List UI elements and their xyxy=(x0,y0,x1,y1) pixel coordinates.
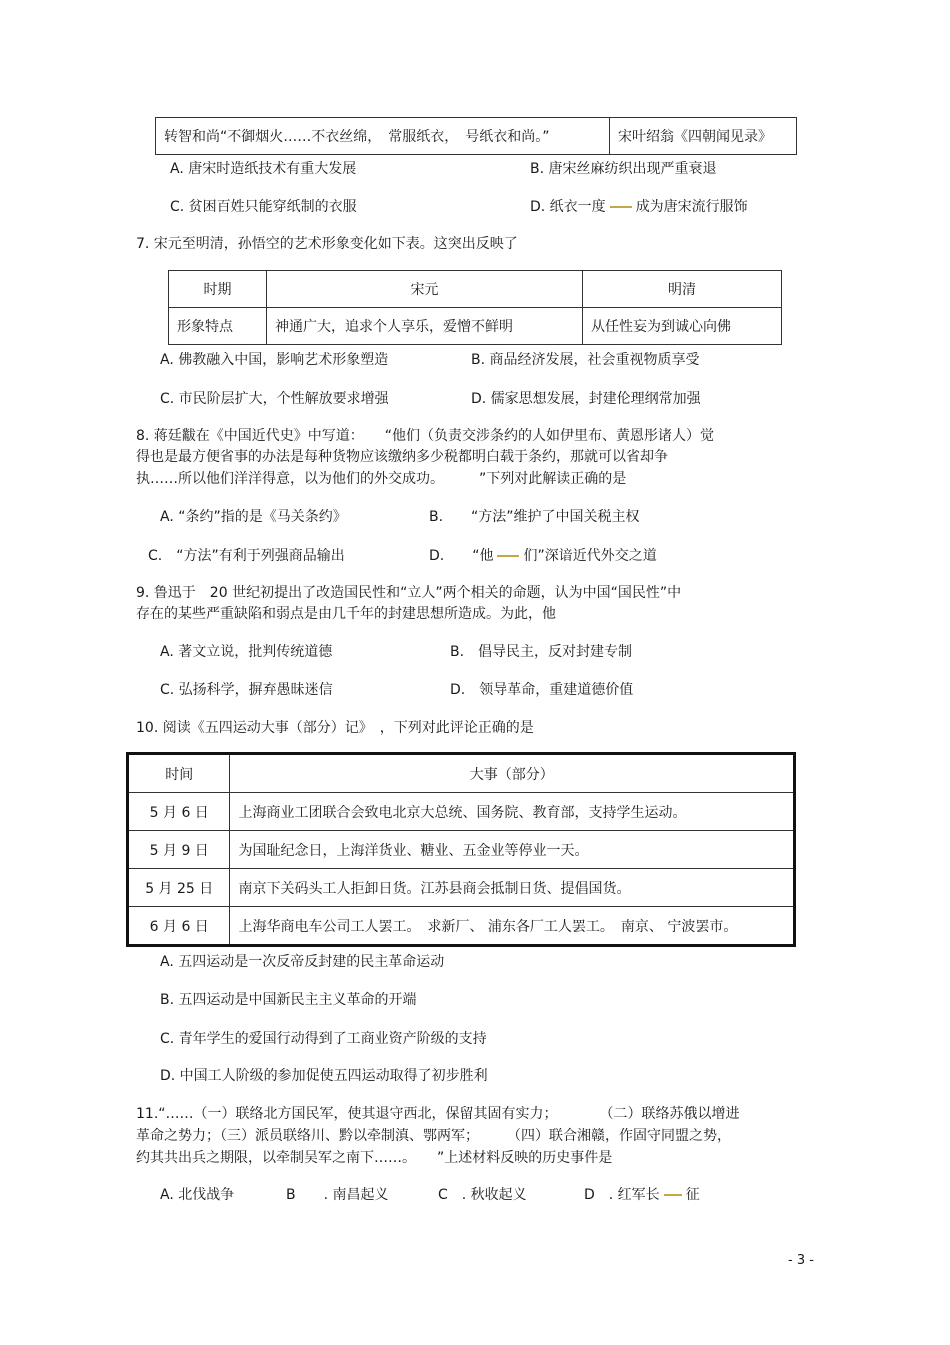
q6-source: 宋叶绍翁《四朝闻见录》 xyxy=(610,118,797,155)
table-row xyxy=(156,118,797,155)
answer-blank xyxy=(497,555,519,557)
q11-option-b[interactable]: B . 南昌起义 xyxy=(286,1187,389,1203)
q10-stem: 10. 阅读《五四运动大事（部分）记》 ，下列对此评论正确的是 xyxy=(136,720,534,736)
q10-row-date: 6 月 6 日 xyxy=(128,907,230,946)
q8-option-d-pre: D. “他 xyxy=(429,548,494,564)
table-row xyxy=(128,869,795,907)
q7-row-ming: 从任性妄为到诚心向佛 xyxy=(583,308,782,345)
q8-option-d[interactable] xyxy=(429,545,657,565)
q10-row-event: 上海商业工团联合会致电北京大总统、国务院、教育部，支持学生运动。 xyxy=(230,793,795,831)
q9-option-a[interactable]: A. 著文立说，批判传统道德 xyxy=(160,644,333,660)
q7-table xyxy=(168,270,782,345)
q11-line-1: 11.“……（一）联络北方国民军，使其退守西北，保留其固有实力； （二）联络苏俄以增进 xyxy=(136,1106,740,1122)
q10-option-a[interactable]: A. 五四运动是一次反帝反封建的民主革命运动 xyxy=(160,954,445,970)
q11-option-d-post: 征 xyxy=(685,1187,700,1203)
q10-option-b[interactable]: B. 五四运动是中国新民主主义革命的开端 xyxy=(160,992,417,1008)
q6-option-a[interactable]: A. 唐宋时造纸技术有重大发展 xyxy=(170,161,357,177)
q8-option-b[interactable]: B. “方法”维护了中国关税主权 xyxy=(429,509,640,525)
q10-row-event: 南京下关码头工人拒卸日货。江苏县商会抵制日货、提倡国货。 xyxy=(230,869,795,907)
table-row xyxy=(169,271,782,308)
q6-option-c[interactable]: C. 贫困百姓只能穿纸制的衣服 xyxy=(170,199,357,215)
q10-header-date: 时间 xyxy=(128,754,230,793)
q6-option-b[interactable]: B. 唐宋丝麻纺织出现严重衰退 xyxy=(530,161,717,177)
q6-quote: 转智和尚“不御烟火……不衣丝绵， 常服纸衣， 号纸衣和尚。” xyxy=(156,118,610,155)
q7-header-ming: 明清 xyxy=(583,271,782,308)
q8-line-2: 得也是最方便省事的办法是每种货物应该缴纳多少税都明白载于条约，那就可以省却争 xyxy=(136,449,668,465)
q11-option-d[interactable] xyxy=(584,1184,700,1204)
q8-line-3: 执……所以他们洋洋得意，以为他们的外交成功。 ”下列对此解读正确的是 xyxy=(136,471,627,487)
q11-line-2: 革命之势力；（三）派员联络川、黔以牵制滇、鄂两军； （四）联合湘赣，作固守同盟之势， xyxy=(136,1128,731,1144)
q6-option-d-pre: D. 纸衣一度 xyxy=(530,199,606,215)
q7-header-period: 时期 xyxy=(169,271,267,308)
q10-row-date: 5 月 6 日 xyxy=(128,793,230,831)
table-row xyxy=(128,831,795,869)
q9-line-2: 存在的某些严重缺陷和弱点是由几千年的封建思想所造成。为此，他 xyxy=(136,606,556,622)
q11-line-3: 约其共出兵之期限，以牵制吴军之南下……。 ”上述材料反映的历史事件是 xyxy=(136,1150,613,1166)
q11-option-c[interactable]: C . 秋收起义 xyxy=(438,1187,527,1203)
q7-row-label: 形象特点 xyxy=(169,308,267,345)
q6-material-table xyxy=(155,117,797,155)
q8-option-a[interactable]: A. “条约”指的是《马关条约》 xyxy=(160,509,347,525)
q7-option-b[interactable]: B. 商品经济发展，社会重视物质享受 xyxy=(471,352,700,368)
page-number: - 3 - xyxy=(788,1253,814,1268)
table-row xyxy=(128,793,795,831)
q10-row-event: 为国耻纪念日，上海洋货业、糖业、五金业等停业一天。 xyxy=(230,831,795,869)
q9-option-d[interactable]: D. 领导革命，重建道德价值 xyxy=(450,682,634,698)
q8-option-c[interactable]: C. “方法”有利于列强商品输出 xyxy=(148,548,345,564)
q6-option-d-post: 成为唐宋流行服饰 xyxy=(635,199,748,215)
q7-option-a[interactable]: A. 佛教融入中国，影响艺术形象塑造 xyxy=(160,352,389,368)
answer-blank xyxy=(664,1194,682,1196)
q10-option-c[interactable]: C. 青年学生的爱国行动得到了工商业资产阶级的支持 xyxy=(160,1031,487,1047)
table-row xyxy=(128,754,795,793)
q7-header-song: 宋元 xyxy=(267,271,583,308)
q7-option-c[interactable]: C. 市民阶层扩大，个性解放要求增强 xyxy=(160,391,389,407)
q8-line-1: 8. 蒋廷黻在《中国近代史》中写道： “他们（负责交涉条约的人如伊里布、黄恩彤诸人）觉 xyxy=(136,428,715,444)
q10-events-table xyxy=(126,752,796,947)
q9-line-1: 9. 鲁迅于 20 世纪初提出了改造国民性和“立人”两个相关的命题，认为中国“国民性”中 xyxy=(136,585,682,601)
table-row xyxy=(128,907,795,946)
q10-row-date: 5 月 25 日 xyxy=(128,869,230,907)
answer-blank xyxy=(610,206,632,208)
table-row xyxy=(169,308,782,345)
q10-option-d[interactable]: D. 中国工人阶级的参加促使五四运动取得了初步胜利 xyxy=(160,1068,488,1084)
q9-option-c[interactable]: C. 弘扬科学，摒弃愚昧迷信 xyxy=(160,682,333,698)
q11-option-a[interactable]: A. 北伐战争 xyxy=(160,1187,235,1203)
q7-stem: 7. 宋元至明清，孙悟空的艺术形象变化如下表。这突出反映了 xyxy=(136,236,518,252)
q9-option-b[interactable]: B. 倡导民主，反对封建专制 xyxy=(450,644,633,660)
q6-option-d[interactable] xyxy=(530,196,748,216)
q7-option-d[interactable]: D. 儒家思想发展，封建伦理纲常加强 xyxy=(471,391,701,407)
q11-option-d-pre: D . 红军长 xyxy=(584,1187,660,1203)
q10-row-date: 5 月 9 日 xyxy=(128,831,230,869)
q7-row-song: 神通广大，追求个人享乐，爱憎不鲜明 xyxy=(267,308,583,345)
q10-header-event: 大事（部分） xyxy=(230,754,795,793)
q10-row-event: 上海华商电车公司工人罢工。 求新厂、 浦东各厂工人罢工。 南京、 宁波罢市。 xyxy=(230,907,795,946)
q8-option-d-post: 们”深谙近代外交之道 xyxy=(523,548,657,564)
